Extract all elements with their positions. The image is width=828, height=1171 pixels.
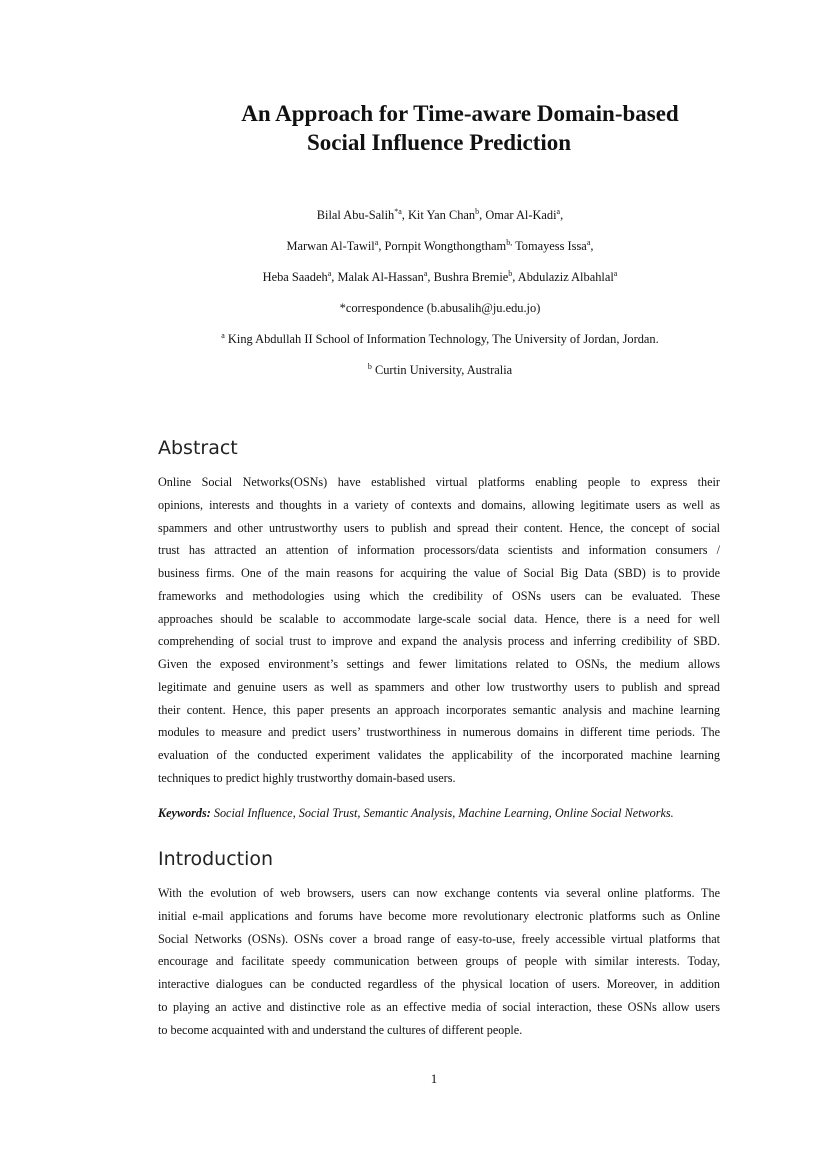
author-name: Bilal Abu-Salih <box>316 208 395 222</box>
page-number: 1 <box>430 1071 438 1086</box>
keywords-label: Keywords: <box>158 806 211 820</box>
author-affiliation-marker: a <box>613 268 618 278</box>
title-line-2: Social Influence Prediction <box>306 130 572 155</box>
affiliation-a <box>140 324 740 355</box>
introduction-line: Social Networks (OSNs). OSNs cover a broad range of easy-to-use, freely accessible virtual platforms that <box>158 931 720 946</box>
affiliation-a-text: King Abdullah II School of Information Technology, The University of Jordan, Jordan. <box>224 332 659 346</box>
author-name: Heba Saadeh <box>262 270 328 284</box>
abstract-line: techniques to predict highly trustworthy domain-based users. <box>158 770 456 785</box>
abstract-line: opinions, interests and thoughts in a variety of contexts and domains, allowing legitimate users as well as <box>158 497 720 512</box>
abstract-heading: Abstract <box>158 437 238 459</box>
author-separator: , <box>590 239 594 253</box>
author-affiliation-marker: b, <box>506 237 513 247</box>
author-separator: , <box>560 208 564 222</box>
author-name: Abdulaziz Albahlal <box>517 270 614 284</box>
introduction-line: to playing an active and distinctive role as an effective media of social interaction, these OSNs allow users <box>158 999 720 1014</box>
abstract-line: comprehending of social trust to improve and expand the analysis process and inferring credibility of SBD. <box>158 634 720 649</box>
author-separator: , <box>427 270 434 284</box>
author-name: Bushra Bremie <box>433 270 509 284</box>
author-line-1 <box>140 200 740 231</box>
author-name: Kit Yan Chan <box>407 208 476 222</box>
author-line-2 <box>140 231 740 262</box>
introduction-line: to become acquainted with and understand the cultures of different people. <box>158 1022 523 1037</box>
correspondence-line: *correspondence (b.abusalih@ju.edu.jo) <box>339 301 541 315</box>
author-name: Marwan Al-Tawil <box>286 239 375 253</box>
introduction-line: encourage and facilitate speedy communication between groups of people with similar interests. Today, <box>158 954 720 969</box>
author-affiliation-marker: *a <box>394 206 402 216</box>
introduction-heading: Introduction <box>158 848 274 870</box>
author-separator: , <box>512 270 518 284</box>
abstract-line: Online Social Networks(OSNs) have established virtual platforms enabling people to express their <box>158 475 720 489</box>
abstract-line: business firms. One of the main reasons for acquiring the value of Social Big Data (SBD) is to provide <box>158 566 720 580</box>
abstract-line: trust has attracted an attention of information processors/data scientists and information consumers / <box>158 543 720 558</box>
abstract-line: approaches should be scalable to accommodate large-scale social data. Hence, there is a need for well <box>158 611 720 626</box>
author-affiliation-marker: a <box>586 237 591 247</box>
author-affiliation-marker: a <box>374 237 379 247</box>
author-block <box>140 200 740 386</box>
keywords-text: Social Influence, Social Trust, Semantic Analysis, Machine Learning, Online Social Networks. <box>210 806 674 820</box>
author-affiliation-marker: b <box>508 268 513 278</box>
author-separator: , <box>378 239 385 253</box>
paper-title <box>150 99 770 157</box>
introduction-line: interactive dialogues can be conducted regardless of the physical location of users. Moreover, in addition <box>158 977 720 991</box>
introduction-line: initial e-mail applications and forums have become more revolutionary electronic platforms such as Online <box>158 908 720 923</box>
author-separator: , <box>401 208 408 222</box>
title-line-1: An Approach for Time-aware Domain-based <box>241 101 679 126</box>
author-affiliation-marker: a <box>327 268 332 278</box>
author-separator: , <box>331 270 338 284</box>
abstract-line: evaluation of the conducted experiment validates the applicability of the incorporated machine learning <box>158 748 720 762</box>
introduction-body <box>158 882 720 1041</box>
affiliation-a-marker: a <box>221 330 225 340</box>
author-name: Pornpit Wongthongtham <box>384 239 507 253</box>
author-affiliation-marker: a <box>556 206 561 216</box>
abstract-line: spammers and other untrustworthy users to publish and spread their content. Hence, the concept of social <box>158 520 720 535</box>
abstract-body <box>158 471 720 790</box>
author-line-3 <box>140 262 740 293</box>
abstract-line: Given the exposed environment’s settings and fewer limitations related to OSNs, the medium allows <box>158 657 720 671</box>
author-separator: , <box>479 208 486 222</box>
introduction-line: With the evolution of web browsers, users can now exchange contents via several online platforms. The <box>158 886 720 900</box>
abstract-line: frameworks and methodologies using which the credibility of OSNs users can be evaluated. These <box>158 588 720 603</box>
affiliation-b <box>140 355 740 386</box>
author-affiliation-marker: a <box>423 268 428 278</box>
abstract-line: legitimate and genuine users as well as spammers and other low trustworthy users to publish and spread <box>158 679 720 694</box>
keywords-line <box>158 803 738 823</box>
affiliation-b-text: Curtin University, Australia <box>371 363 513 377</box>
author-name: Malak Al-Hassan <box>337 270 424 284</box>
author-name: Omar Al-Kadi <box>485 208 557 222</box>
affiliation-b-marker: b <box>367 361 372 371</box>
abstract-line: their content. Hence, this paper presents an approach incorporates semantic analysis and machine learning <box>158 702 720 717</box>
author-name: Tomayess Issa <box>515 239 587 253</box>
abstract-line: modules to measure and predict users’ trustworthiness in numerous domains in different time periods. The <box>158 725 720 740</box>
author-affiliation-marker: b <box>475 206 480 216</box>
